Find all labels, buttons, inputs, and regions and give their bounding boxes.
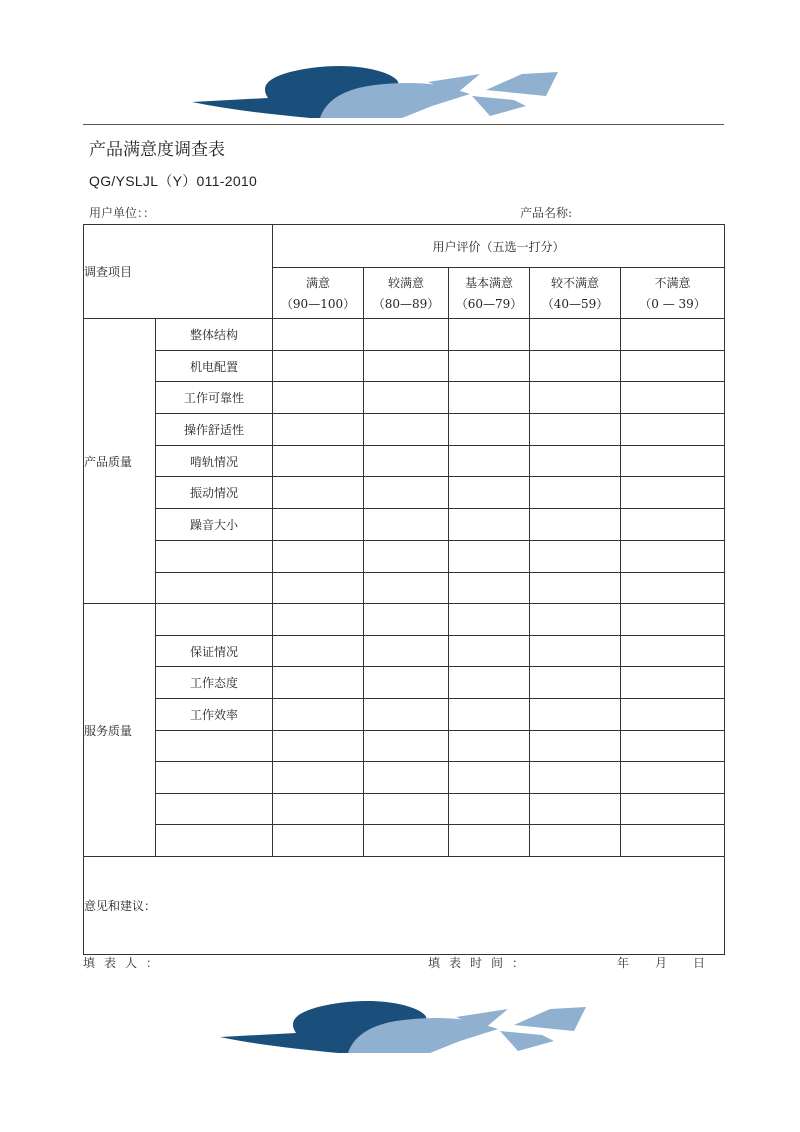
score-cell[interactable] bbox=[273, 477, 364, 509]
score-cell[interactable] bbox=[530, 350, 621, 382]
score-cell[interactable] bbox=[449, 762, 530, 794]
product-quality-label: 产品质量 bbox=[84, 319, 156, 604]
score-cell[interactable] bbox=[364, 698, 449, 730]
score-cell[interactable] bbox=[449, 667, 530, 699]
score-cell[interactable] bbox=[530, 793, 621, 825]
score-cell[interactable] bbox=[449, 793, 530, 825]
score-cell[interactable] bbox=[449, 477, 530, 509]
score-cell[interactable] bbox=[530, 730, 621, 762]
score-cell[interactable] bbox=[530, 635, 621, 667]
score-cell[interactable] bbox=[621, 350, 725, 382]
table-row-item: 工作态度 bbox=[156, 667, 273, 699]
score-cell[interactable] bbox=[530, 477, 621, 509]
score-cell[interactable] bbox=[449, 825, 530, 857]
level-header: 不满意 （0 — 39） bbox=[621, 268, 725, 319]
score-cell[interactable] bbox=[449, 445, 530, 477]
score-cell[interactable] bbox=[273, 382, 364, 414]
score-cell[interactable] bbox=[273, 604, 364, 636]
score-cell[interactable] bbox=[364, 667, 449, 699]
table-row-item: 躁音大小 bbox=[156, 509, 273, 541]
score-cell[interactable] bbox=[273, 319, 364, 351]
score-cell[interactable] bbox=[364, 509, 449, 541]
score-cell[interactable] bbox=[364, 382, 449, 414]
table-row-item bbox=[156, 762, 273, 794]
filler-label: 填表人： bbox=[83, 956, 168, 970]
survey-item-header: 调查项目 bbox=[84, 225, 273, 319]
table-row-item bbox=[156, 825, 273, 857]
score-cell[interactable] bbox=[273, 540, 364, 572]
remarks-field[interactable] bbox=[84, 856, 725, 954]
score-cell[interactable] bbox=[364, 350, 449, 382]
table-row-item bbox=[156, 540, 273, 572]
table-row-item bbox=[156, 793, 273, 825]
score-cell[interactable] bbox=[273, 730, 364, 762]
score-cell[interactable] bbox=[364, 414, 449, 446]
score-cell[interactable] bbox=[449, 604, 530, 636]
score-cell[interactable] bbox=[273, 667, 364, 699]
table-row-item: 保证情况 bbox=[156, 635, 273, 667]
score-cell[interactable] bbox=[449, 635, 530, 667]
score-cell[interactable] bbox=[621, 414, 725, 446]
score-cell[interactable] bbox=[530, 572, 621, 604]
score-cell[interactable] bbox=[530, 540, 621, 572]
score-cell[interactable] bbox=[621, 825, 725, 857]
score-cell[interactable] bbox=[621, 635, 725, 667]
score-cell[interactable] bbox=[364, 793, 449, 825]
month-label: 月 bbox=[655, 956, 677, 970]
score-cell[interactable] bbox=[530, 509, 621, 541]
score-cell[interactable] bbox=[273, 572, 364, 604]
score-cell[interactable] bbox=[449, 414, 530, 446]
score-cell[interactable] bbox=[364, 445, 449, 477]
score-cell[interactable] bbox=[621, 382, 725, 414]
score-cell[interactable] bbox=[621, 762, 725, 794]
score-cell[interactable] bbox=[273, 414, 364, 446]
header-rule bbox=[83, 124, 724, 125]
score-cell[interactable] bbox=[621, 509, 725, 541]
score-cell[interactable] bbox=[621, 698, 725, 730]
score-cell[interactable] bbox=[621, 540, 725, 572]
score-cell[interactable] bbox=[273, 350, 364, 382]
table-row-item: 振动情况 bbox=[156, 477, 273, 509]
score-cell[interactable] bbox=[530, 825, 621, 857]
score-cell[interactable] bbox=[621, 319, 725, 351]
company-logo bbox=[190, 60, 570, 122]
score-cell[interactable] bbox=[530, 762, 621, 794]
table-row-item bbox=[156, 730, 273, 762]
score-cell[interactable] bbox=[449, 350, 530, 382]
table-row-item: 工作可靠性 bbox=[156, 382, 273, 414]
score-cell[interactable] bbox=[273, 762, 364, 794]
score-cell[interactable] bbox=[621, 793, 725, 825]
score-cell[interactable] bbox=[364, 572, 449, 604]
document-title: 产品满意度调查表 bbox=[89, 140, 225, 160]
score-cell[interactable] bbox=[449, 698, 530, 730]
level-header: 较不满意 （40—59） bbox=[530, 268, 621, 319]
score-cell[interactable] bbox=[273, 445, 364, 477]
score-cell[interactable] bbox=[449, 572, 530, 604]
score-cell[interactable] bbox=[530, 414, 621, 446]
user-evaluation-header: 用户评价（五选一打分） bbox=[273, 225, 725, 268]
day-label: 日 bbox=[693, 956, 715, 970]
score-cell[interactable] bbox=[530, 445, 621, 477]
table-row-item: 机电配置 bbox=[156, 350, 273, 382]
table-row-item: 啃轨情况 bbox=[156, 445, 273, 477]
score-cell[interactable] bbox=[530, 382, 621, 414]
score-cell[interactable] bbox=[364, 762, 449, 794]
product-name-label: 产品名称: bbox=[520, 206, 573, 220]
score-cell[interactable] bbox=[621, 572, 725, 604]
document-code: QG/YSLJL（Y）011-2010 bbox=[89, 173, 258, 189]
level-header: 较满意 （80—89） bbox=[364, 268, 449, 319]
score-cell[interactable] bbox=[621, 445, 725, 477]
score-cell[interactable] bbox=[530, 319, 621, 351]
score-cell[interactable] bbox=[621, 730, 725, 762]
level-header: 基本满意 （60—79） bbox=[449, 268, 530, 319]
user-unit-label: 用户单位：： bbox=[89, 206, 156, 220]
score-cell[interactable] bbox=[364, 540, 449, 572]
score-cell[interactable] bbox=[273, 793, 364, 825]
remarks-label: 意见和建议： bbox=[84, 898, 157, 913]
score-cell[interactable] bbox=[530, 667, 621, 699]
score-cell[interactable] bbox=[530, 698, 621, 730]
table-row-item: 操作舒适性 bbox=[156, 414, 273, 446]
table-row-item: 工作效率 bbox=[156, 698, 273, 730]
level-header: 满意 （90—100） bbox=[273, 268, 364, 319]
company-logo-footer bbox=[218, 995, 598, 1057]
score-cell[interactable] bbox=[449, 319, 530, 351]
score-cell[interactable] bbox=[364, 730, 449, 762]
score-cell[interactable] bbox=[364, 477, 449, 509]
score-cell[interactable] bbox=[273, 698, 364, 730]
table-row-item bbox=[156, 572, 273, 604]
score-cell[interactable] bbox=[621, 604, 725, 636]
table-row-item bbox=[156, 604, 273, 636]
score-cell[interactable] bbox=[449, 730, 530, 762]
score-cell[interactable] bbox=[273, 509, 364, 541]
score-cell[interactable] bbox=[621, 667, 725, 699]
score-cell[interactable] bbox=[364, 319, 449, 351]
score-cell[interactable] bbox=[364, 635, 449, 667]
score-cell[interactable] bbox=[449, 540, 530, 572]
year-label: 年 bbox=[617, 956, 639, 970]
score-cell[interactable] bbox=[449, 509, 530, 541]
score-cell[interactable] bbox=[621, 477, 725, 509]
fill-date-label: 填表时间： bbox=[428, 956, 534, 970]
score-cell[interactable] bbox=[364, 825, 449, 857]
survey-table bbox=[83, 224, 725, 955]
score-cell[interactable] bbox=[364, 604, 449, 636]
score-cell[interactable] bbox=[273, 635, 364, 667]
table-row-item: 整体结构 bbox=[156, 319, 273, 351]
service-quality-label: 服务质量 bbox=[84, 604, 156, 857]
score-cell[interactable] bbox=[530, 604, 621, 636]
score-cell[interactable] bbox=[449, 382, 530, 414]
score-cell[interactable] bbox=[273, 825, 364, 857]
